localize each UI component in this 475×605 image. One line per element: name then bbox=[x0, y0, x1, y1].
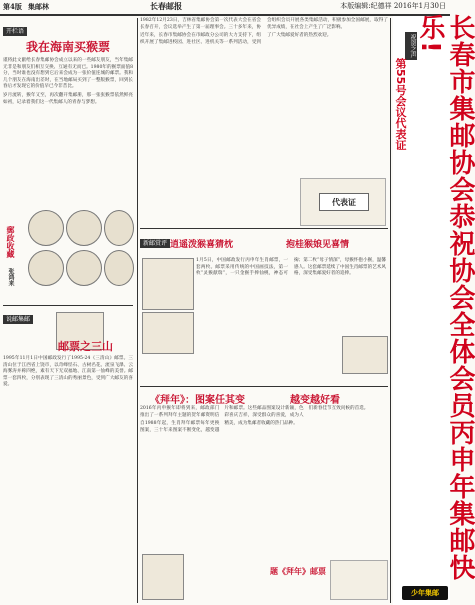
monkey-stamp-image-3 bbox=[342, 336, 388, 374]
article-body-1: 谨将此文献给长春集邮协会成立以来的一些邮友朋友，当年集邮无非是和朋友们相互交换、互通有无而已。1980年的猴票面值8分，当时谁也没有想到它后来会成为一张价值连城的邮票。我和几个朋友在海南出差时，在当地邮局买到了一整版猴票，回到长春后才发现它的价值早已今非昔比。 bbox=[3, 58, 133, 90]
sidebar-headline: 长春市集邮协会恭祝协会全体会员丙申年集邮快乐! bbox=[415, 14, 475, 581]
divider-mid-1 bbox=[140, 228, 388, 229]
section-tag-new-stamp: 新邮赏评 bbox=[140, 239, 170, 248]
postmark-seal-6 bbox=[104, 250, 134, 286]
paper-name: 长春邮报 bbox=[150, 1, 182, 11]
youth-philately-logo: 少年集邮 bbox=[402, 586, 448, 600]
postmark-seal-5 bbox=[66, 250, 102, 286]
column-vertical-title: 郵政收藏 bbox=[6, 226, 16, 258]
page-header bbox=[0, 0, 450, 16]
article-body-bainian-2: 自1988年起，生肖拜年邮票每年更换图案，三十年来图案不断变化，越变越精美，成为集邮者收藏的热门品种。 bbox=[140, 421, 298, 433]
page-number: 第4版 bbox=[3, 2, 22, 11]
postmark-seal-3 bbox=[104, 210, 134, 246]
headline-bainian: 《拜年》：图案任其变 bbox=[150, 395, 245, 406]
column-rule-1 bbox=[137, 18, 138, 603]
article-body-activities: 近年来，长春市集邮协会在市邮政分公司的大力支持下，组织开展了集邮进校园、进社区、进机关等一系列活动，受到了广大集邮爱好者的热烈欢迎。 bbox=[140, 33, 332, 45]
headline-monkey-b: 抱桂猴娘见喜情 bbox=[286, 240, 350, 250]
column-author: 张鸿来 bbox=[7, 268, 14, 286]
section-tag-talk: 说邮集邮 bbox=[3, 315, 33, 324]
headline-monkey-a: 逍遥泼猴喜猜枕 bbox=[170, 240, 234, 250]
sidebar-subtitle: 第55号会议代表证 bbox=[394, 58, 407, 151]
article-body-2: 岁月流转，猴年又至，再次翻开集邮册，那一张张猴票依然鲜亮如初，记录着我们这一代集邮人的青春与梦想。 bbox=[3, 92, 133, 105]
bainian-column bbox=[140, 406, 388, 552]
delegate-certificate bbox=[300, 178, 386, 226]
certificate-label: 代表证 bbox=[319, 193, 369, 211]
headline-sanqing: 邮票之三山 bbox=[58, 340, 113, 353]
column-rule-2 bbox=[390, 18, 391, 603]
article-body-association: 1982年12月23日，吉林省集邮协会第一次代表大会在省会长春召开，会议选举产生了第一届理事会。三十多年来，协会组织会员开展各类集邮活动，积极参加全国邮展，取得了优异成绩，在社会上产生了广泛影响。 bbox=[140, 18, 388, 30]
sidebar-tag: 祝贺之声 bbox=[405, 32, 417, 60]
poem-box bbox=[330, 560, 388, 600]
article-body-3: 1995年11月1日中国邮政发行了1995-24《三清山》邮票。三清山位于江西省上饶市，以奇峰怪石、古树名花、流泉飞瀑、云海雾涛并称四绝，素有天下无双福地、江南第一仙峰的美誉。邮票一套四枚，分别表现了三清山的秀丽景色，受到广大邮友的喜爱。 bbox=[3, 356, 133, 388]
headline-monkey-stamp: 我在海南买猴票 bbox=[25, 40, 110, 54]
postmark-seal-2 bbox=[66, 210, 102, 246]
section-name: 集邮林 bbox=[28, 2, 49, 11]
postmark-seal-1 bbox=[28, 210, 64, 246]
poem-title: 题《拜年》邮票 bbox=[270, 566, 326, 576]
monkey-stamp-image-2 bbox=[142, 312, 194, 354]
monkey-stamp-image-1 bbox=[142, 258, 194, 310]
article-body-bainian: 2016年丙申猴年即将到来，邮政部门推出了一系列拜年主题的贺年邮资明信片和邮票。这些邮品图案设计新颖，色彩喜庆吉祥，深受群众的喜爱，成为人们新春佳节互致问候的首选。 bbox=[140, 406, 369, 418]
postmark-seal-4 bbox=[28, 250, 64, 286]
left-bottom-column bbox=[3, 356, 133, 601]
divider-mid-2 bbox=[140, 386, 388, 387]
article-body-monkey: 1月5日，中国邮政发行丙申年生肖邮票，一套两枚。邮票采用传统的中国画技法，第一枚“灵猴献瑞”，一只金猴手捧仙桃，神态可掬；第二枚“母子情深”，母猴怀抱小猴，温馨感人。这套邮票延续了中国生肖邮票的艺术风格，深受集邮爱好者的追捧。 bbox=[196, 258, 386, 277]
header-meta: 本版编辑:纪德祥 2016年1月30日 bbox=[340, 2, 446, 10]
section-tag-open: 开栏语 bbox=[3, 27, 27, 36]
headline-bainian-2: 越变越好看 bbox=[290, 395, 340, 406]
bainian-stamp-image bbox=[142, 554, 184, 600]
